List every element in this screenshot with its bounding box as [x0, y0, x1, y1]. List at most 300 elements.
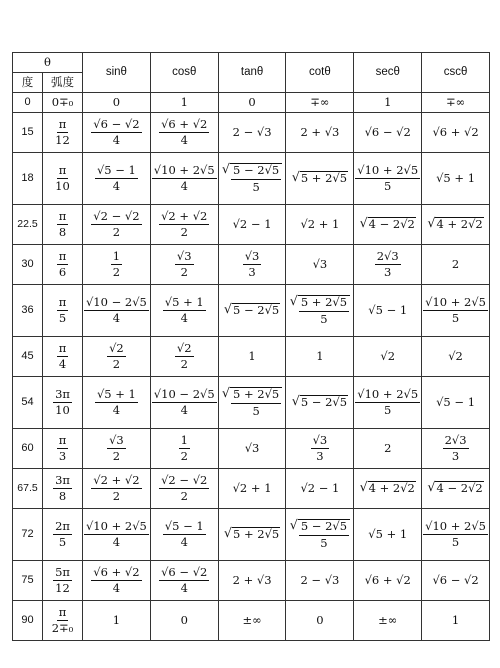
- csc-cell: ∓∞: [422, 93, 490, 113]
- fraction: [57, 296, 69, 325]
- table-row: [13, 377, 490, 429]
- fraction: [159, 118, 209, 147]
- fraction: [355, 164, 420, 193]
- fraction: [243, 250, 262, 279]
- denominator: 5: [320, 311, 328, 326]
- csc-cell: [422, 509, 490, 561]
- cot-cell: 1: [286, 337, 354, 377]
- radicand: 4 + 2√2: [436, 217, 483, 232]
- numerator: 5 − 2√5: [231, 164, 281, 179]
- numerator: √10 − 2√5: [84, 296, 149, 311]
- denominator: 2∓₀: [51, 621, 74, 635]
- numerator: √3: [311, 434, 330, 449]
- sin-cell: [83, 337, 151, 377]
- fraction: [152, 164, 217, 193]
- fraction: [95, 164, 138, 193]
- denominator: 5: [451, 311, 460, 325]
- degree-cell: 30: [13, 245, 43, 285]
- cos-cell: [150, 285, 218, 337]
- numerator: √10 + 2√5: [355, 164, 420, 179]
- radical-sign: √: [291, 169, 300, 185]
- table-row: [13, 153, 490, 205]
- table-row: [13, 245, 490, 285]
- degree-cell: 67.5: [13, 469, 43, 509]
- radicand: 4 + 2√2: [368, 481, 415, 496]
- fraction: [53, 388, 72, 417]
- radicand: [230, 163, 282, 193]
- radical-sign: √: [427, 479, 436, 495]
- tan-cell: 1: [218, 337, 286, 377]
- sec-cell: ±∞: [354, 601, 422, 641]
- tan-cell: ±∞: [218, 601, 286, 641]
- sec-cell: [354, 205, 422, 245]
- denominator: 2: [112, 225, 121, 239]
- degree-cell: 22.5: [13, 205, 43, 245]
- cos-cell: 0: [150, 601, 218, 641]
- numerator: 5π: [53, 566, 72, 581]
- numerator: √6 − √2: [159, 566, 209, 581]
- tan-cell: √2 − 1: [218, 205, 286, 245]
- table-row: [13, 601, 490, 641]
- table-row: [13, 113, 490, 153]
- sec-cell: √6 − √2: [354, 113, 422, 153]
- numerator: √2 + √2: [91, 474, 141, 489]
- tan-cell: [218, 285, 286, 337]
- numerator: √10 + 2√5: [423, 296, 488, 311]
- radical: [427, 481, 483, 495]
- fraction: [55, 164, 70, 193]
- numerator: 5 + 2√5: [231, 388, 281, 403]
- denominator: 4: [180, 179, 188, 193]
- sin-cell: [83, 429, 151, 469]
- radicand: 5 + 2√5: [232, 527, 280, 542]
- radical-sign: √: [427, 215, 436, 231]
- cot-cell: [286, 509, 354, 561]
- radical: [290, 519, 350, 549]
- numerator: √10 + 2√5: [84, 520, 149, 535]
- denominator: 4: [112, 403, 121, 417]
- denominator: 5: [252, 179, 260, 194]
- numerator: √10 + 2√5: [152, 164, 217, 179]
- fraction: [163, 520, 206, 549]
- fraction: [55, 118, 70, 147]
- denominator: 2: [112, 449, 121, 463]
- sin-cell: [83, 509, 151, 561]
- radian-cell: [43, 153, 83, 205]
- denominator: 4: [180, 403, 188, 417]
- sin-header: sinθ: [83, 53, 151, 93]
- radian-cell: [43, 285, 83, 337]
- fraction: [175, 250, 194, 279]
- fraction: [231, 164, 281, 193]
- radical: [360, 217, 416, 231]
- degree-header: 度: [13, 73, 43, 93]
- numerator: √10 + 2√5: [423, 520, 488, 535]
- tan-header: tanθ: [218, 53, 286, 93]
- table-row: [13, 561, 490, 601]
- radian-cell: 0∓₀: [43, 93, 83, 113]
- tan-cell: [218, 509, 286, 561]
- numerator: 2√3: [443, 434, 469, 449]
- fraction: [111, 250, 122, 279]
- table-row: [13, 337, 490, 377]
- denominator: 5: [384, 179, 392, 193]
- numerator: π: [57, 434, 69, 449]
- numerator: 2π: [53, 520, 72, 535]
- radical-sign: √: [223, 301, 232, 317]
- table-row: [13, 205, 490, 245]
- cos-cell: [150, 245, 218, 285]
- fraction: [311, 434, 330, 463]
- cos-cell: [150, 509, 218, 561]
- denominator: 5: [320, 535, 328, 550]
- csc-cell: [422, 285, 490, 337]
- denominator: 4: [112, 581, 121, 595]
- radical: [292, 395, 348, 409]
- denominator: 5: [252, 403, 260, 418]
- sin-cell: [83, 377, 151, 429]
- denominator: 4: [112, 179, 121, 193]
- denominator: 8: [58, 489, 67, 503]
- header-row-1: [13, 53, 490, 73]
- sin-cell: [83, 205, 151, 245]
- numerator: √2 + √2: [159, 210, 209, 225]
- sin-cell: [83, 245, 151, 285]
- degree-cell: 90: [13, 601, 43, 641]
- radian-cell: [43, 205, 83, 245]
- degree-cell: 45: [13, 337, 43, 377]
- radian-cell: [43, 469, 83, 509]
- radical: [427, 217, 483, 231]
- sin-cell: [83, 113, 151, 153]
- radical-sign: √: [221, 385, 230, 401]
- denominator: 4: [180, 581, 188, 595]
- sec-header: secθ: [354, 53, 422, 93]
- numerator: π: [57, 250, 69, 265]
- denominator: 6: [58, 265, 67, 279]
- sin-cell: [83, 561, 151, 601]
- fraction: [91, 474, 141, 503]
- cot-cell: ∓∞: [286, 93, 354, 113]
- csc-cell: [422, 205, 490, 245]
- fraction: [53, 474, 72, 503]
- csc-cell: √6 − √2: [422, 561, 490, 601]
- denominator: 3: [316, 449, 324, 463]
- denominator: 5: [384, 403, 392, 417]
- sec-cell: √5 − 1: [354, 285, 422, 337]
- table-row: [13, 429, 490, 469]
- denominator: 4: [112, 311, 121, 325]
- tan-cell: 2 + √3: [218, 561, 286, 601]
- degree-cell: 36: [13, 285, 43, 337]
- sec-cell: [354, 153, 422, 205]
- radical: [224, 303, 280, 317]
- cos-cell: [150, 469, 218, 509]
- fraction: [91, 210, 141, 239]
- denominator: 4: [180, 133, 188, 147]
- radical-sign: √: [291, 393, 300, 409]
- trig-values-table: [12, 52, 490, 641]
- fraction: [84, 520, 149, 549]
- denominator: 2: [180, 225, 188, 239]
- degree-cell: 54: [13, 377, 43, 429]
- cos-header: cosθ: [150, 53, 218, 93]
- denominator: 4: [112, 133, 121, 147]
- fraction: [423, 520, 488, 549]
- radian-cell: [43, 429, 83, 469]
- sec-cell: [354, 245, 422, 285]
- cos-cell: [150, 153, 218, 205]
- fraction: [91, 118, 141, 147]
- cot-cell: √3: [286, 245, 354, 285]
- denominator: 5: [451, 535, 460, 549]
- denominator: 4: [112, 535, 121, 549]
- cos-cell: [150, 113, 218, 153]
- radical-sign: √: [223, 525, 232, 541]
- numerator: √5 − 1: [95, 164, 138, 179]
- radical: [292, 171, 348, 185]
- fraction: [152, 388, 217, 417]
- fraction: [52, 606, 74, 635]
- degree-cell: 0: [13, 93, 43, 113]
- csc-cell: 1: [422, 601, 490, 641]
- cot-cell: [286, 429, 354, 469]
- tan-cell: [218, 245, 286, 285]
- cot-cell: [286, 153, 354, 205]
- fraction: [299, 520, 349, 549]
- radical: [224, 527, 280, 541]
- fraction: [107, 434, 126, 463]
- csc-cell: √6 + √2: [422, 113, 490, 153]
- denominator: 10: [55, 179, 70, 193]
- sec-cell: √2: [354, 337, 422, 377]
- denominator: 3: [58, 449, 67, 463]
- fraction: [163, 296, 206, 325]
- fraction: [179, 434, 190, 463]
- csc-cell: √2: [422, 337, 490, 377]
- numerator: √10 + 2√5: [355, 388, 420, 403]
- denominator: 5: [58, 311, 67, 325]
- radical-sign: √: [289, 293, 298, 309]
- denominator: 2: [112, 265, 121, 279]
- sec-cell: 2: [354, 429, 422, 469]
- denominator: 4: [58, 357, 67, 371]
- fraction: [175, 342, 194, 371]
- radian-cell: [43, 509, 83, 561]
- denominator: 10: [55, 403, 70, 417]
- sec-cell: √6 + √2: [354, 561, 422, 601]
- denominator: 2: [112, 489, 121, 503]
- tan-cell: [218, 153, 286, 205]
- numerator: √5 + 1: [163, 296, 206, 311]
- radical: [360, 481, 416, 495]
- radicand: [298, 519, 350, 549]
- fraction: [375, 250, 401, 279]
- denominator: 12: [55, 581, 70, 595]
- fraction: [423, 296, 488, 325]
- csc-cell: 2: [422, 245, 490, 285]
- tan-cell: √3: [218, 429, 286, 469]
- denominator: 4: [180, 311, 188, 325]
- numerator: π: [57, 342, 69, 357]
- tan-cell: [218, 377, 286, 429]
- fraction: [231, 388, 281, 417]
- fraction: [53, 520, 72, 549]
- cot-cell: √2 − 1: [286, 469, 354, 509]
- table-row: [13, 285, 490, 337]
- table-row: [13, 469, 490, 509]
- radicand: [230, 387, 282, 417]
- radian-cell: [43, 377, 83, 429]
- numerator: 5 + 2√5: [299, 296, 349, 311]
- csc-cell: [422, 469, 490, 509]
- radical: [222, 387, 282, 417]
- numerator: √6 + √2: [159, 118, 209, 133]
- degree-cell: 15: [13, 113, 43, 153]
- sec-cell: [354, 469, 422, 509]
- radical-sign: √: [221, 161, 230, 177]
- fraction: [355, 388, 420, 417]
- fraction: [57, 342, 69, 371]
- csc-header: cscθ: [422, 53, 490, 93]
- numerator: 1: [179, 434, 190, 449]
- numerator: √3: [175, 250, 194, 265]
- radicand: 4 − 2√2: [436, 481, 483, 496]
- numerator: √2 − √2: [91, 210, 141, 225]
- numerator: √6 − √2: [91, 118, 141, 133]
- table-row: [13, 509, 490, 561]
- numerator: π: [57, 118, 69, 133]
- fraction: [57, 434, 69, 463]
- fraction: [443, 434, 469, 463]
- numerator: 3π: [53, 474, 72, 489]
- tan-cell: √2 + 1: [218, 469, 286, 509]
- sec-cell: 1: [354, 93, 422, 113]
- degree-cell: 75: [13, 561, 43, 601]
- fraction: [159, 210, 209, 239]
- tan-cell: 0: [218, 93, 286, 113]
- radicand: 5 − 2√5: [232, 303, 280, 318]
- radian-cell: [43, 601, 83, 641]
- denominator: 2: [180, 357, 188, 371]
- sin-cell: 0: [83, 93, 151, 113]
- radical-sign: √: [359, 215, 368, 231]
- denominator: 2: [180, 449, 188, 463]
- fraction: [53, 566, 72, 595]
- numerator: √5 + 1: [95, 388, 138, 403]
- numerator: π: [57, 210, 69, 225]
- csc-cell: [422, 429, 490, 469]
- cot-cell: √2 + 1: [286, 205, 354, 245]
- radian-header: 弧度: [43, 73, 83, 93]
- radicand: 5 − 2√5: [300, 395, 348, 410]
- denominator: 3: [451, 449, 460, 463]
- numerator: √3: [107, 434, 126, 449]
- numerator: √3: [243, 250, 262, 265]
- denominator: 3: [248, 265, 256, 279]
- radicand: 4 − 2√2: [368, 217, 415, 232]
- numerator: √10 − 2√5: [152, 388, 217, 403]
- cot-header: cotθ: [286, 53, 354, 93]
- fraction: [91, 566, 141, 595]
- radian-cell: [43, 561, 83, 601]
- denominator: 12: [55, 133, 70, 147]
- numerator: π: [57, 164, 69, 179]
- radical-sign: √: [359, 479, 368, 495]
- numerator: 5 − 2√5: [299, 520, 349, 535]
- fraction: [84, 296, 149, 325]
- cot-cell: 0: [286, 601, 354, 641]
- radical-sign: √: [289, 517, 298, 533]
- radicand: [298, 295, 350, 325]
- fraction: [107, 342, 126, 371]
- cos-cell: [150, 429, 218, 469]
- fraction: [57, 250, 69, 279]
- numerator: √5 − 1: [163, 520, 206, 535]
- cos-cell: [150, 561, 218, 601]
- sin-cell: 1: [83, 601, 151, 641]
- radian-cell: [43, 245, 83, 285]
- numerator: √6 + √2: [91, 566, 141, 581]
- sin-cell: [83, 469, 151, 509]
- fraction: [159, 566, 209, 595]
- numerator: √2 − √2: [159, 474, 209, 489]
- fraction: [299, 296, 349, 325]
- cot-cell: [286, 285, 354, 337]
- denominator: 5: [58, 535, 67, 549]
- table-row: [13, 93, 490, 113]
- cot-cell: 2 − √3: [286, 561, 354, 601]
- csc-cell: √5 − 1: [422, 377, 490, 429]
- fraction: [95, 388, 138, 417]
- radical: [290, 295, 350, 325]
- cos-cell: [150, 377, 218, 429]
- sin-cell: [83, 153, 151, 205]
- degree-cell: 18: [13, 153, 43, 205]
- cos-cell: [150, 337, 218, 377]
- denominator: 3: [384, 265, 392, 279]
- numerator: π: [57, 296, 69, 311]
- denominator: 8: [58, 225, 67, 239]
- sec-cell: [354, 377, 422, 429]
- radian-cell: [43, 113, 83, 153]
- cos-cell: [150, 205, 218, 245]
- cot-cell: [286, 377, 354, 429]
- radicand: 5 + 2√5: [300, 171, 348, 186]
- numerator: π: [57, 606, 69, 621]
- numerator: √2: [175, 342, 194, 357]
- theta-header: θ: [13, 53, 83, 73]
- sec-cell: √5 + 1: [354, 509, 422, 561]
- degree-cell: 72: [13, 509, 43, 561]
- csc-cell: √5 + 1: [422, 153, 490, 205]
- numerator: 3π: [53, 388, 72, 403]
- numerator: √2: [107, 342, 126, 357]
- numerator: 2√3: [375, 250, 401, 265]
- tan-cell: 2 − √3: [218, 113, 286, 153]
- cot-cell: 2 + √3: [286, 113, 354, 153]
- cos-cell: 1: [150, 93, 218, 113]
- fraction: [159, 474, 209, 503]
- radian-cell: [43, 337, 83, 377]
- sin-cell: [83, 285, 151, 337]
- denominator: 4: [180, 535, 188, 549]
- degree-cell: 60: [13, 429, 43, 469]
- numerator: 1: [111, 250, 122, 265]
- radical: [222, 163, 282, 193]
- denominator: 2: [112, 357, 121, 371]
- fraction: [57, 210, 69, 239]
